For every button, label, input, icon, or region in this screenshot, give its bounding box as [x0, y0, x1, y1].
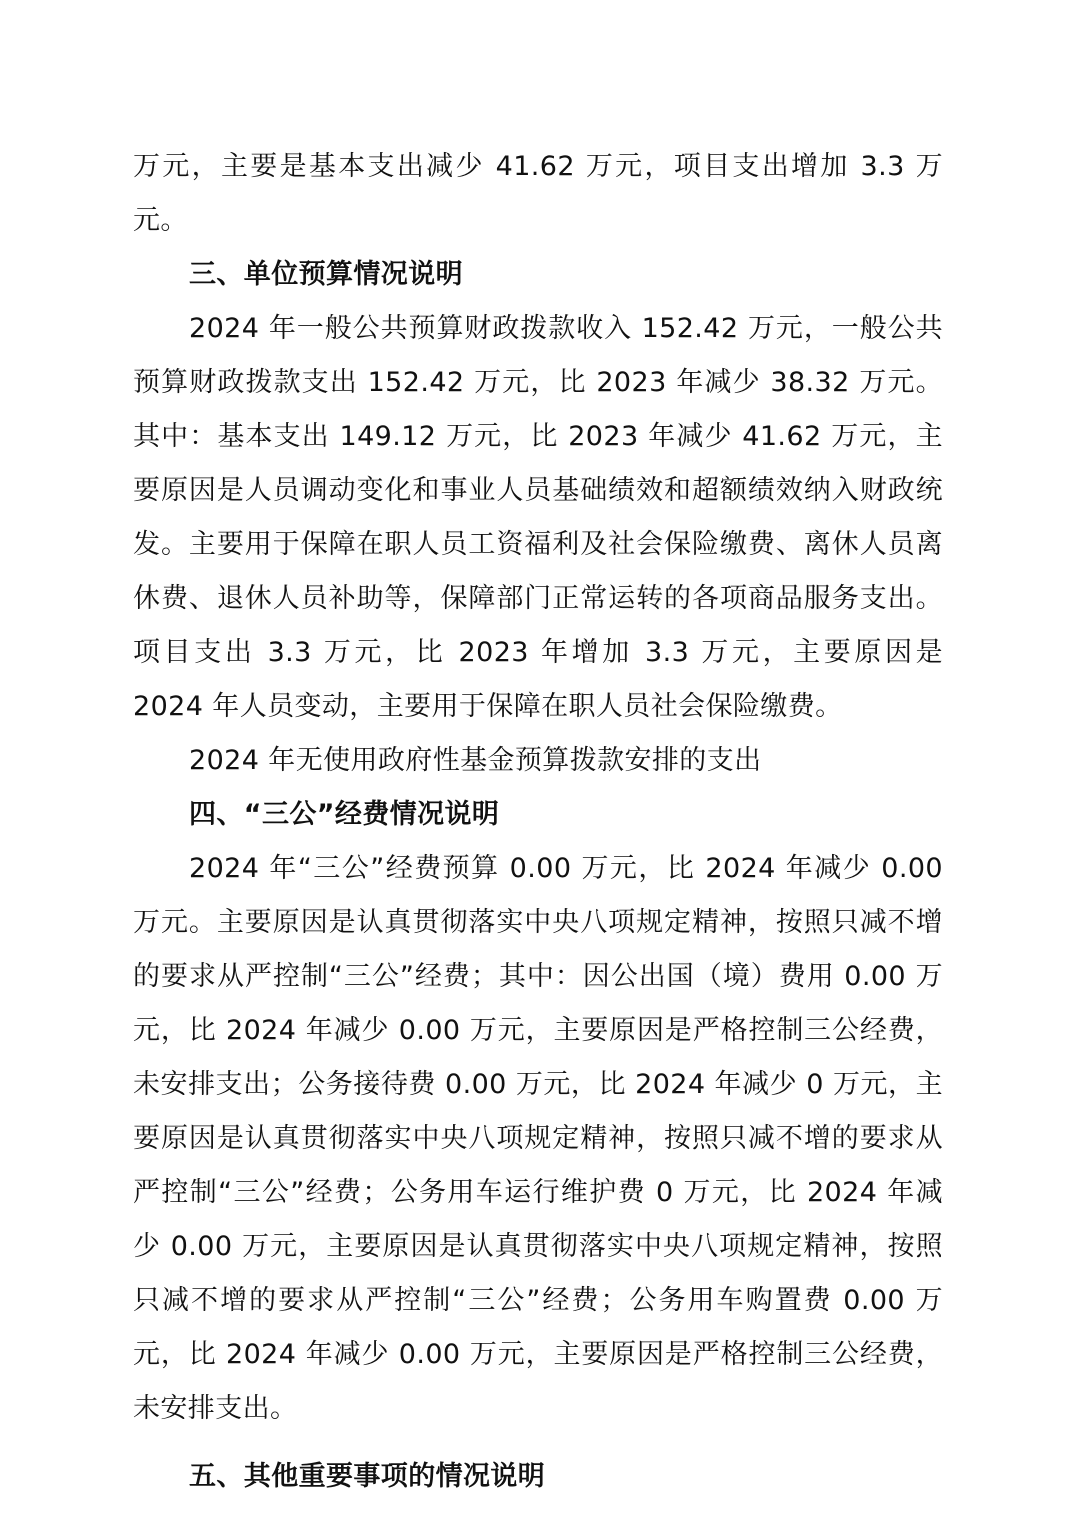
carryover-paragraph: 万元，主要是基本支出减少 41.62 万元，项目支出增加 3.3 万元。	[133, 151, 943, 236]
section-4-paragraph-1: 2024 年“三公”经费预算 0.00 万元，比 2024 年减少 0.00 万元。主要原因是认真贯彻落实中央八项规定精神，按照只减不增的要求从严控制“三公”经费；其中：因公出国（境）费用 0.00 万元，比 2024 年减少 0.00 万元，主要原因是严格控制三公经费，未安排支出；公务接待费 0.00 万元，比 2024 年减少 0 万元，主要原因是认真贯彻落实中央八项规定精神，按照只减不增的要求从严控制“三公”经费；公务用车运行维护费 0 万元，比 2024 年减少 0.00 万元，主要原因是认真贯彻落实中央八项规定精神，按照只减不增的要求从严控制“三公”经费；公务用车购置费 0.00 万元，比 2024 年减少 0.00 万元，主要原因是严格控制三公经费，未安排支出。	[133, 853, 943, 1424]
section-5-heading: 五、其他重要事项的情况说明	[189, 1461, 546, 1492]
section-3-heading: 三、单位预算情况说明	[189, 259, 463, 290]
section-3-paragraph-2: 2024 年无使用政府性基金预算拨款安排的支出	[189, 745, 762, 776]
document-page	[133, 140, 943, 1504]
section-4-heading: 四、“三公”经费情况说明	[189, 799, 500, 830]
section-3-paragraph-1: 2024 年一般公共预算财政拨款收入 152.42 万元，一般公共预算财政拨款支出 152.42 万元，比 2023 年减少 38.32 万元。其中：基本支出 149.12 万元，比 2023 年减少 41.62 万元，主要原因是人员调动变化和事业人员基础绩效和超额绩效纳入财政统发。主要用于保障在职人员工资福利及社会保险缴费、离休人员离休费、退休人员补助等，保障部门正常运转的各项商品服务支出。项目支出 3.3 万元，比 2023 年增加 3.3 万元，主要原因是 2024 年人员变动，主要用于保障在职人员社会保险缴费。	[133, 313, 943, 722]
